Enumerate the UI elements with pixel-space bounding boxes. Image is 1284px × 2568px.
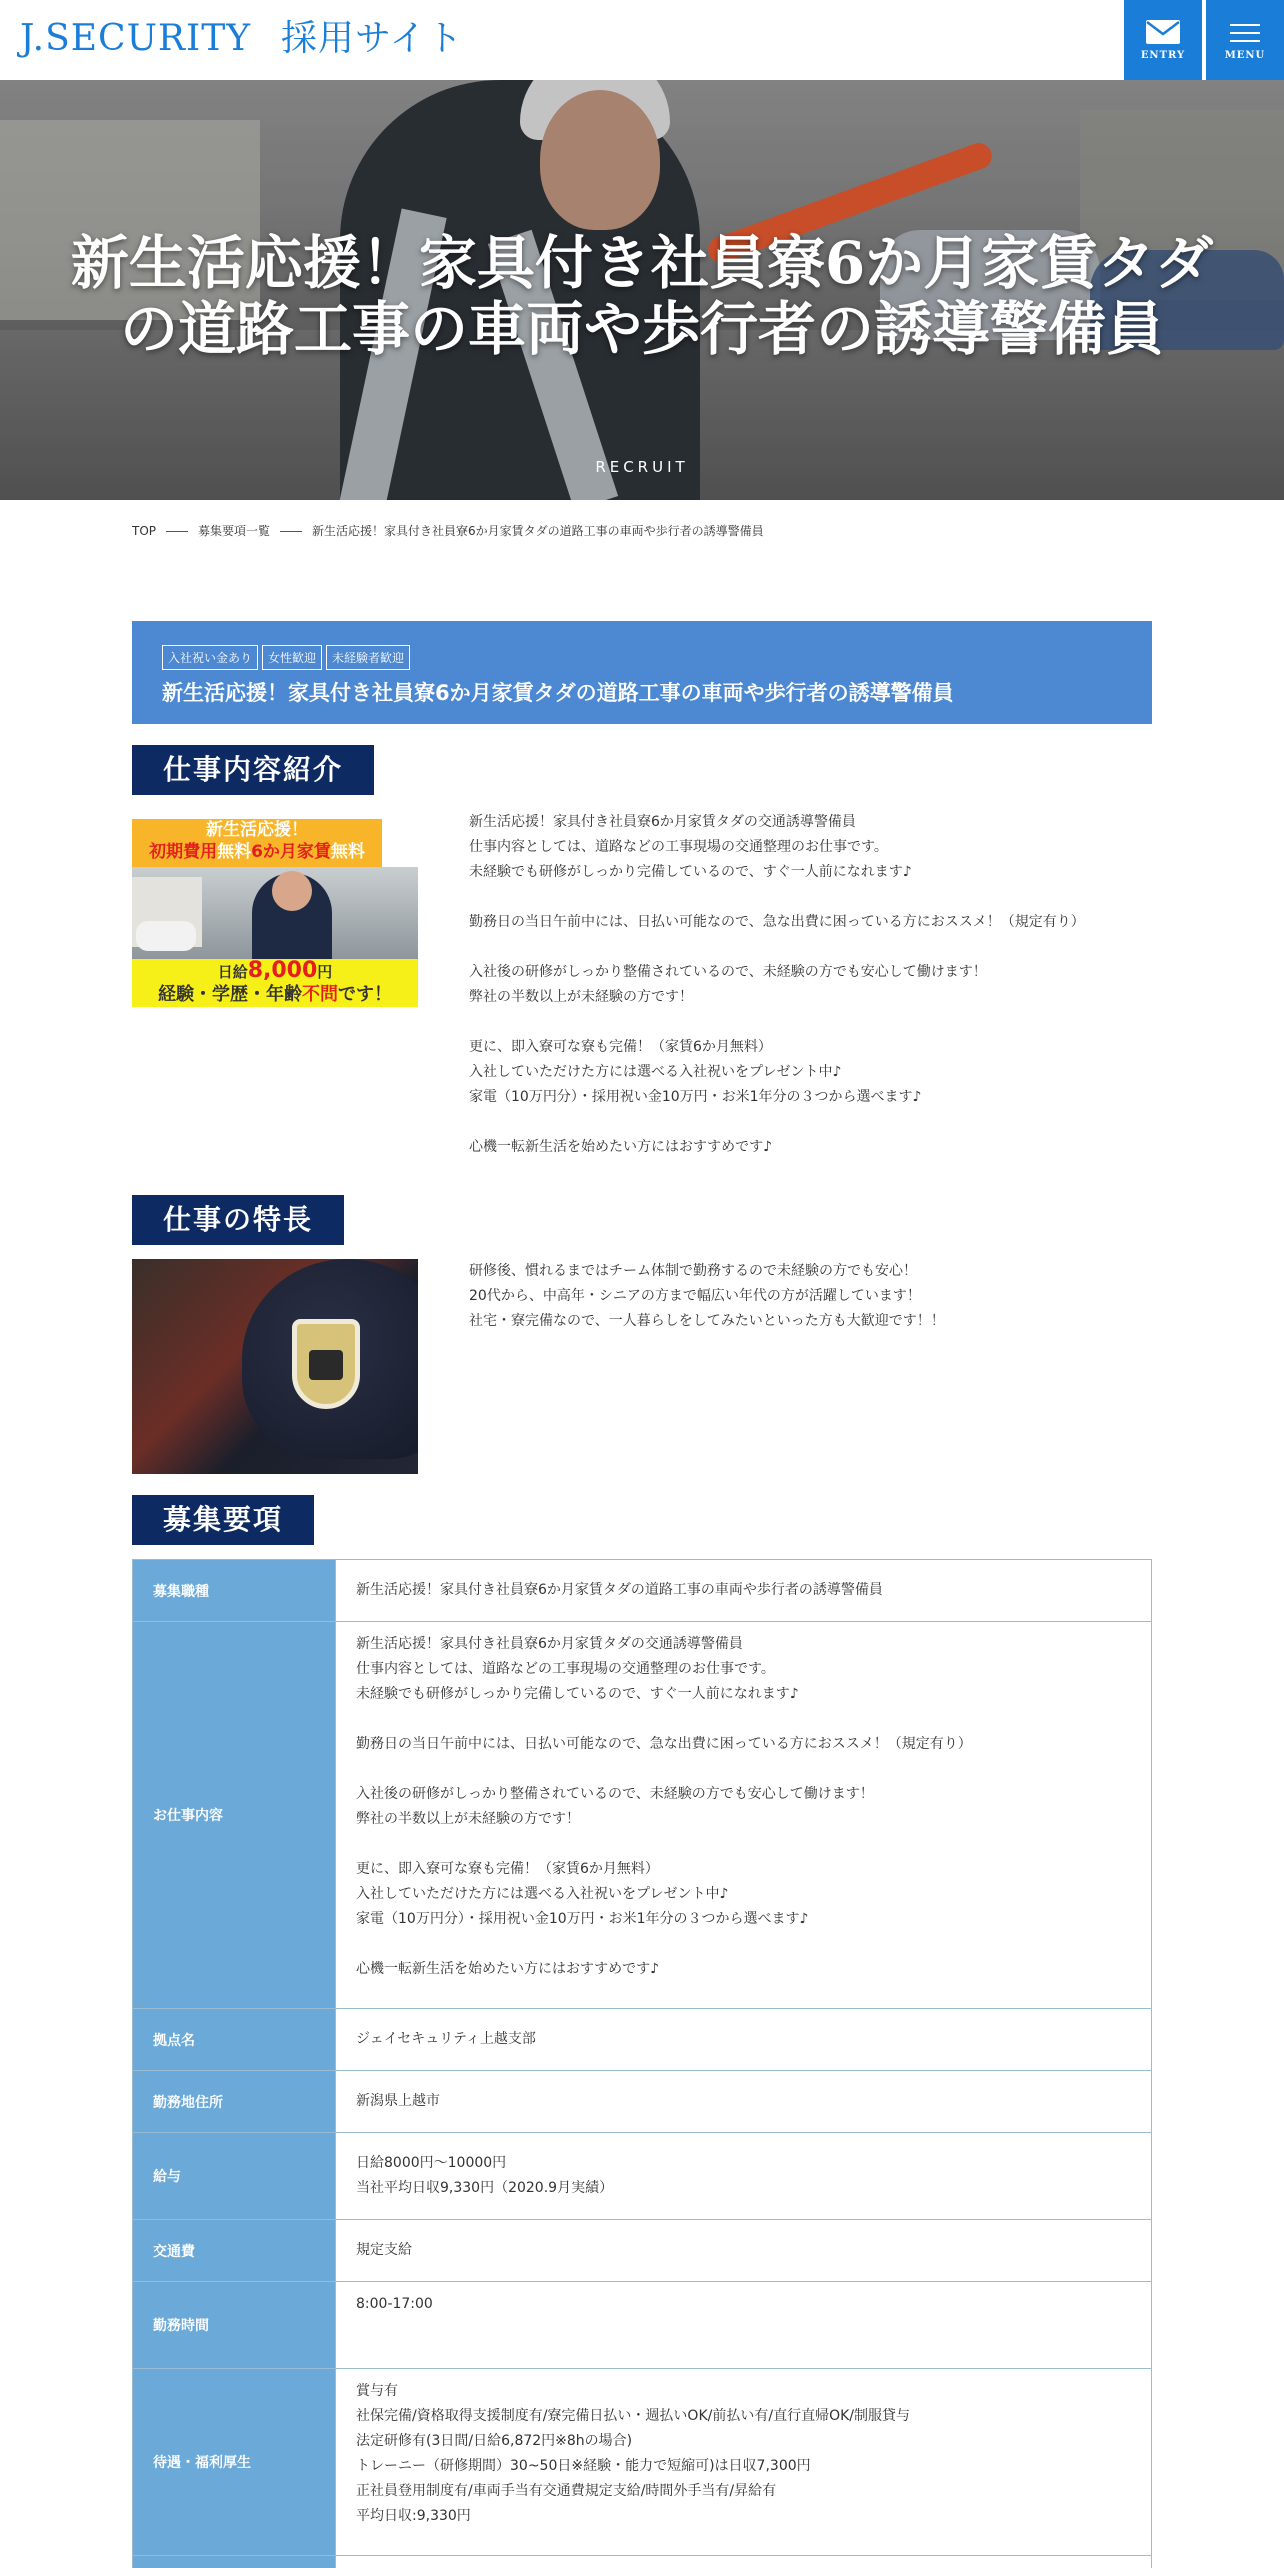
hero-title: 新生活応援！家具付き社員寮6か月家賃タダ の道路工事の車両や歩行者の誘導警備員 <box>70 229 1214 363</box>
table-row <box>133 2220 1152 2282</box>
menu-button[interactable] <box>1206 0 1284 80</box>
row-value <box>336 2556 1152 2568</box>
menu-label: MENU <box>1224 50 1266 61</box>
breadcrumb-list-link[interactable]: 募集要項一覧 <box>198 524 271 538</box>
table-row <box>133 2369 1152 2556</box>
site-logo[interactable] <box>20 10 464 61</box>
breadcrumb <box>132 522 764 539</box>
row-label: 交通費 <box>133 2220 336 2282</box>
promo-wage: 日給8,000円 <box>217 958 333 983</box>
promo-line1: 新生活応援！ <box>206 820 308 840</box>
row-label: 拠点名 <box>133 2009 336 2071</box>
logo-subtitle: 採用サイト <box>281 18 464 59</box>
job-title-banner <box>132 621 1152 724</box>
table-row <box>133 2282 1152 2369</box>
job-tag: 未経験者歓迎 <box>326 645 410 670</box>
row-label <box>133 2556 336 2568</box>
table-row <box>133 1622 1152 2009</box>
hero-banner <box>0 80 1284 500</box>
table-row <box>133 1560 1152 1622</box>
job-tag: 入社祝い金あり <box>162 645 258 670</box>
promo-line2: 初期費用無料6か月家賃無料 <box>149 842 365 862</box>
intro-section-title: 仕事内容紹介 <box>132 745 374 795</box>
intro-text: 新生活応援！家具付き社員寮6か月家賃タダの交通誘導警備員 仕事内容としては、道路などの工事現場の交通整理のお仕事です。 未経験でも研修がしっかり完備しているので、すぐ一人前になれます♪ 勤務日の当日午前中には、日払い可能なので、急な出費に困っている方におススメ！（規定有り） 入社後の研修がしっかり整備されているので、未経験の方でも安心して働けます！ 弊社の半数以上が未経験の方です！ 更に、即入寮可な寮も完備！（家賃6か月無料） 入社していただけた方には選べる入社祝いをプレゼント中♪ 家電（10万円分）・採用祝い金10万円・お米1年分の３つから選べます♪ 心機一転新生活を始めたい方にはおすすめです♪ <box>469 814 1085 1155</box>
row-label: 給与 <box>133 2133 336 2220</box>
job-title: 新生活応援！家具付き社員寮6か月家賃タダの道路工事の車両や歩行者の誘導警備員 <box>162 681 954 705</box>
row-label: 待遇・福利厚生 <box>133 2369 336 2556</box>
hero-subtitle: RECRUIT <box>595 458 689 476</box>
breadcrumb-current: 新生活応援！家具付き社員寮6か月家賃タダの道路工事の車両や歩行者の誘導警備員 <box>312 524 764 538</box>
row-value: 8:00-17:00 <box>336 2282 1152 2369</box>
breadcrumb-top-link[interactable]: TOP <box>132 524 157 538</box>
row-value: 規定支給 <box>336 2220 1152 2282</box>
row-value: 日給8000円～10000円 当社平均日収9,330円（2020.9月実績） <box>336 2133 1152 2220</box>
entry-button[interactable] <box>1124 0 1202 80</box>
feature-text: 研修後、慣れるまではチーム体制で勤務するので未経験の方でも安心！ 20代から、中高年・シニアの方まで幅広い年代の方が活躍しています！ 社宅・寮完備なので、一人暮らしをしてみたいといった方も大歓迎です！！ <box>469 1263 945 1329</box>
table-row <box>133 2556 1152 2568</box>
table-row <box>133 2133 1152 2220</box>
row-value: 新潟県上越市 <box>336 2071 1152 2133</box>
promo-requirements: 経験・学歴・年齢不問です！ <box>158 984 392 1005</box>
job-tag: 女性歓迎 <box>262 645 322 670</box>
entry-label: ENTRY <box>1140 50 1186 61</box>
row-label: お仕事内容 <box>133 1622 336 2009</box>
row-value: 新生活応援！家具付き社員寮6か月家賃タダの道路工事の車両や歩行者の誘導警備員 <box>336 1560 1152 1622</box>
feature-section-title: 仕事の特長 <box>132 1195 344 1245</box>
hamburger-icon <box>1230 24 1260 42</box>
table-row <box>133 2071 1152 2133</box>
logo-text: J.SECURITY <box>20 18 252 59</box>
job-tags <box>162 645 414 670</box>
cap-photo <box>132 1259 418 1474</box>
row-label: 勤務時間 <box>133 2282 336 2369</box>
site-header <box>0 0 1284 80</box>
row-value: 新生活応援！家具付き社員寮6か月家賃タダの交通誘導警備員 仕事内容としては、道路などの工事現場の交通整理のお仕事です。 未経験でも研修がしっかり完備しているので、すぐ一人前になれます♪ 勤務日の当日午前中には、日払い可能なので、急な出費に困っている方におススメ！（規定有り） 入社後の研修がしっかり整備されているので、未経験の方でも安心して働けます！ 弊社の半数以上が未経験の方です！ 更に、即入寮可な寮も完備！（家賃6か月無料） 入社していただけた方には選べる入社祝いをプレゼント中♪ 家電（10万円分）・採用祝い金10万円・お米1年分の３つから選べます♪ 心機一転新生活を始めたい方にはおすすめです♪ <box>336 1622 1152 2009</box>
requirements-table <box>132 1559 1152 2568</box>
table-row <box>133 2009 1152 2071</box>
row-label: 募集職種 <box>133 1560 336 1622</box>
row-label: 勤務地住所 <box>133 2071 336 2133</box>
promo-image <box>132 819 418 1007</box>
requirements-section-title: 募集要項 <box>132 1495 314 1545</box>
mail-icon <box>1146 20 1180 44</box>
row-value: 賞与有 社保完備/資格取得支援制度有/寮完備日払い・週払いOK/前払い有/直行直帰OK/制服貸与 法定研修有(3日間/日給6,872円※8hの場合) トレーニー（研修期間）30~50日※経験・能力で短縮可)は日収7,300円 正社員登用制度有/車両手当有交通費規定支給/時間外手当有/昇給有 平均日収:9,330円 <box>336 2369 1152 2556</box>
row-value: ジェイセキュリティ上越支部 <box>336 2009 1152 2071</box>
